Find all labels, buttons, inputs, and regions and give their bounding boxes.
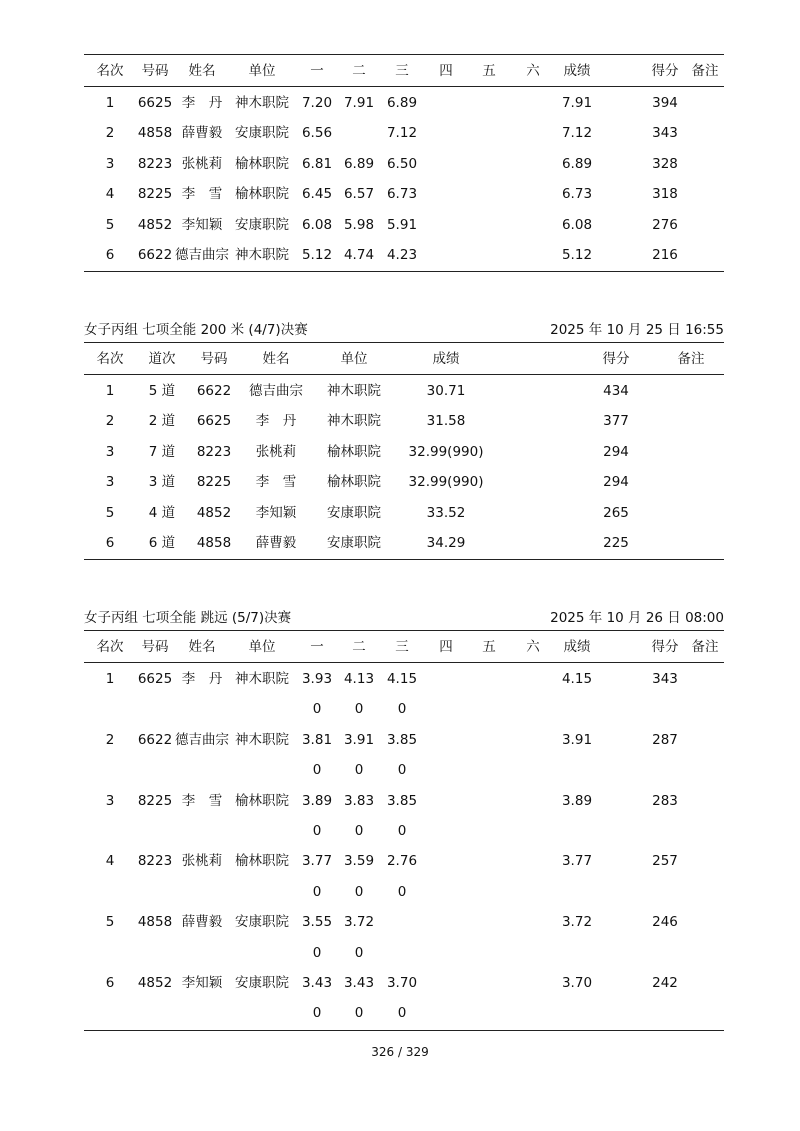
table3-bottom-rule [84, 1030, 724, 1031]
athlete-name: 李 雪 [181, 186, 223, 203]
number: 6625 [137, 95, 173, 111]
score: 216 [652, 247, 678, 263]
unit: 神木职院 [235, 95, 289, 111]
table1-header-cell: 号码 [141, 63, 169, 79]
attempt-2-wind: 0 [354, 701, 364, 718]
rank: 1 [105, 383, 115, 399]
result: 30.71 [426, 383, 466, 399]
table-row [84, 437, 724, 467]
wind-row [84, 694, 724, 724]
score: 294 [603, 474, 629, 491]
score: 257 [652, 853, 678, 870]
number: 6625 [196, 413, 232, 430]
unit: 安康职院 [235, 914, 289, 931]
attempt-3: 4.15 [386, 671, 418, 687]
attempt-3: 3.85 [386, 792, 418, 809]
unit: 神木职院 [327, 383, 381, 399]
score: 287 [652, 731, 678, 748]
result: 7.91 [561, 95, 593, 111]
result: 7.12 [561, 125, 593, 142]
attempt-1: 6.81 [301, 155, 333, 172]
unit: 榆林职院 [235, 186, 289, 203]
table3-header-cell: 六 [526, 639, 540, 655]
table1-header-row [84, 56, 724, 86]
attempt-1: 6.45 [301, 186, 333, 203]
table1-header-cell: 成绩 [563, 63, 591, 79]
number: 6622 [137, 731, 173, 748]
unit: 神木职院 [235, 731, 289, 748]
attempt-1: 3.93 [301, 671, 333, 687]
unit: 安康职院 [235, 125, 289, 142]
attempt-2-wind: 0 [354, 883, 364, 900]
attempt-1: 5.12 [301, 247, 333, 263]
score: 276 [652, 216, 678, 233]
table2-header-cell: 号码 [200, 351, 228, 367]
table1-header-cell: 姓名 [188, 63, 216, 79]
attempt-2: 5.98 [343, 216, 375, 233]
table1-header-cell: 二 [352, 63, 366, 79]
table1-header-cell: 三 [395, 63, 409, 79]
rank: 1 [105, 95, 115, 111]
attempt-1: 6.56 [301, 125, 333, 142]
number: 6622 [137, 247, 173, 263]
table-row [84, 149, 724, 179]
table2-header-cell: 备注 [677, 351, 705, 367]
number: 4852 [137, 216, 173, 233]
lane: 6 道 [148, 535, 176, 551]
result: 32.99(990) [408, 443, 484, 460]
attempt-1: 7.20 [301, 95, 333, 111]
athlete-name: 李 丹 [255, 413, 297, 430]
unit: 神木职院 [235, 671, 289, 687]
table-row [84, 664, 724, 694]
attempt-3: 6.89 [386, 95, 418, 111]
attempt-2: 3.72 [343, 914, 375, 931]
table3-header-cell: 成绩 [563, 639, 591, 655]
attempt-1-wind: 0 [312, 823, 322, 839]
rank: 5 [105, 216, 115, 233]
rank: 4 [105, 186, 115, 203]
attempt-3: 3.70 [386, 975, 418, 991]
table2-header-cell: 姓名 [262, 351, 290, 367]
attempt-2: 6.57 [343, 186, 375, 203]
athlete-name: 李 雪 [181, 792, 223, 809]
table3-header-cell: 一 [310, 639, 324, 655]
result: 6.73 [561, 186, 593, 203]
rank: 3 [105, 155, 115, 172]
number: 8225 [137, 792, 173, 809]
attempt-1-wind: 0 [312, 1005, 322, 1022]
table3-header-rule [84, 662, 724, 663]
rank: 6 [105, 247, 115, 263]
attempt-1: 3.81 [301, 731, 333, 748]
number: 4858 [137, 125, 173, 142]
score: 294 [603, 443, 629, 460]
result: 3.72 [561, 914, 593, 931]
athlete-name: 李 丹 [181, 671, 223, 687]
attempt-1: 3.55 [301, 914, 333, 931]
number: 4858 [137, 914, 173, 931]
table-row [84, 376, 724, 406]
score: 328 [652, 155, 678, 172]
table-row [84, 907, 724, 937]
number: 8225 [196, 474, 232, 491]
number: 6622 [196, 383, 232, 399]
attempt-2-wind: 0 [354, 762, 364, 779]
table-row [84, 846, 724, 876]
unit: 安康职院 [327, 504, 381, 521]
table-row [84, 210, 724, 240]
score: 434 [603, 383, 629, 399]
attempt-2-wind: 0 [354, 1005, 364, 1022]
score: 265 [603, 504, 629, 521]
athlete-name: 德吉曲宗 [249, 383, 303, 399]
unit: 安康职院 [235, 216, 289, 233]
attempt-2: 4.13 [343, 671, 375, 687]
wind-row [84, 877, 724, 907]
number: 8223 [137, 155, 173, 172]
wind-row [84, 816, 724, 846]
table3-header-cell: 二 [352, 639, 366, 655]
rank: 3 [105, 792, 115, 809]
lane: 5 道 [148, 383, 176, 399]
table2-header-row [84, 344, 724, 374]
rank: 3 [105, 474, 115, 491]
unit: 榆林职院 [327, 474, 381, 491]
wind-row [84, 938, 724, 968]
attempt-3-wind: 0 [397, 823, 407, 839]
number: 4852 [196, 504, 232, 521]
table-row [84, 968, 724, 998]
attempt-1-wind: 0 [312, 701, 322, 718]
table1-bottom-rule [84, 271, 724, 272]
attempt-3: 3.85 [386, 731, 418, 748]
attempt-3: 6.73 [386, 186, 418, 203]
wind-row [84, 755, 724, 785]
attempt-3: 2.76 [386, 853, 418, 870]
table1-header-cell: 备注 [691, 63, 719, 79]
score: 242 [652, 975, 678, 991]
unit: 榆林职院 [235, 155, 289, 172]
rank: 4 [105, 853, 115, 870]
attempt-2: 3.83 [343, 792, 375, 809]
table1-header-cell: 单位 [248, 63, 276, 79]
attempt-3: 7.12 [386, 125, 418, 142]
attempt-2: 3.91 [343, 731, 375, 748]
athlete-name: 李 雪 [255, 474, 297, 491]
attempt-3: 4.23 [386, 247, 418, 263]
result: 4.15 [561, 671, 593, 687]
table3-header-cell: 号码 [141, 639, 169, 655]
table2-bottom-rule [84, 559, 724, 560]
table3-header-cell: 备注 [691, 639, 719, 655]
table1-header-cell: 四 [439, 63, 453, 79]
table1-header-cell: 五 [482, 63, 496, 79]
unit: 神木职院 [235, 247, 289, 263]
result: 5.12 [561, 247, 593, 263]
athlete-name: 李 丹 [181, 95, 223, 111]
attempt-1: 6.08 [301, 216, 333, 233]
table2-header-cell: 得分 [602, 351, 630, 367]
score: 283 [652, 792, 678, 809]
result: 3.91 [561, 731, 593, 748]
attempt-1: 3.89 [301, 792, 333, 809]
number: 4858 [196, 535, 232, 551]
result: 3.77 [561, 853, 593, 870]
page-number: 326 / 329 [371, 1045, 429, 1059]
score: 318 [652, 186, 678, 203]
result: 6.89 [561, 155, 593, 172]
number: 8223 [137, 853, 173, 870]
attempt-3: 5.91 [386, 216, 418, 233]
table2-top-rule [84, 342, 724, 343]
athlete-name: 张桃莉 [181, 155, 223, 172]
attempt-3-wind: 0 [397, 883, 407, 900]
table3-header-cell: 四 [439, 639, 453, 655]
attempt-2: 6.89 [343, 155, 375, 172]
table2-header-cell: 单位 [340, 351, 368, 367]
attempt-2: 3.59 [343, 853, 375, 870]
score: 246 [652, 914, 678, 931]
attempt-2-wind: 0 [354, 944, 364, 961]
rank: 2 [105, 125, 115, 142]
score: 377 [603, 413, 629, 430]
rank: 3 [105, 443, 115, 460]
result: 32.99(990) [408, 474, 484, 491]
table2-header-cell: 名次 [96, 351, 124, 367]
table2-header-cell: 成绩 [432, 351, 460, 367]
attempt-1-wind: 0 [312, 762, 322, 779]
athlete-name: 薛曹毅 [181, 125, 223, 142]
rank: 6 [105, 535, 115, 551]
table3-header-row [84, 632, 724, 662]
table2-header-cell: 道次 [148, 351, 176, 367]
result: 31.58 [426, 413, 466, 430]
table1-header-cell: 名次 [96, 63, 124, 79]
table-row [84, 406, 724, 436]
athlete-name: 薛曹毅 [181, 914, 223, 931]
rank: 2 [105, 413, 115, 430]
table2-header-rule [84, 374, 724, 375]
table3-header-cell: 单位 [248, 639, 276, 655]
athlete-name: 李知颖 [181, 975, 223, 991]
event-title: 女子丙组 七项全能 200 米 (4/7)决赛 [84, 322, 308, 338]
unit: 神木职院 [327, 413, 381, 430]
number: 6625 [137, 671, 173, 687]
score: 394 [652, 95, 678, 111]
table1-top-rule [84, 54, 724, 55]
athlete-name: 德吉曲宗 [175, 247, 229, 263]
attempt-2: 4.74 [343, 247, 375, 263]
attempt-1-wind: 0 [312, 883, 322, 900]
table-row [84, 88, 724, 118]
lane: 3 道 [148, 474, 176, 491]
attempt-3-wind: 0 [397, 701, 407, 718]
attempt-1-wind: 0 [312, 944, 322, 961]
attempt-3-wind: 0 [397, 1005, 407, 1022]
unit: 榆林职院 [235, 853, 289, 870]
lane: 4 道 [148, 504, 176, 521]
attempt-3-wind: 0 [397, 762, 407, 779]
unit: 安康职院 [327, 535, 381, 551]
table3-header-cell: 五 [482, 639, 496, 655]
result: 34.29 [426, 535, 466, 551]
table3-header-cell: 得分 [651, 639, 679, 655]
score: 343 [652, 671, 678, 687]
table3-header-cell: 三 [395, 639, 409, 655]
unit: 榆林职院 [235, 792, 289, 809]
table1-header-cell: 一 [310, 63, 324, 79]
result: 6.08 [561, 216, 593, 233]
number: 4852 [137, 975, 173, 991]
result: 3.70 [561, 975, 593, 991]
event-date: 2025 年 10 月 25 日 16:55 [550, 322, 724, 338]
athlete-name: 李知颖 [181, 216, 223, 233]
table1-header-rule [84, 86, 724, 87]
score: 343 [652, 125, 678, 142]
athlete-name: 德吉曲宗 [175, 731, 229, 748]
table1-header-cell: 得分 [651, 63, 679, 79]
athlete-name: 李知颖 [255, 504, 297, 521]
rank: 5 [105, 914, 115, 931]
table-row [84, 179, 724, 209]
attempt-1: 3.43 [301, 975, 333, 991]
rank: 6 [105, 975, 115, 991]
number: 8223 [196, 443, 232, 460]
unit: 安康职院 [235, 975, 289, 991]
event-title: 女子丙组 七项全能 跳远 (5/7)决赛 [84, 610, 292, 626]
athlete-name: 张桃莉 [181, 853, 223, 870]
table-row [84, 240, 724, 270]
rank: 2 [105, 731, 115, 748]
table3-top-rule [84, 630, 724, 631]
table-row [84, 786, 724, 816]
score: 225 [603, 535, 629, 551]
attempt-2-wind: 0 [354, 823, 364, 839]
rank: 5 [105, 504, 115, 521]
table-row [84, 528, 724, 558]
table-row [84, 467, 724, 497]
result: 3.89 [561, 792, 593, 809]
rank: 1 [105, 671, 115, 687]
table-row [84, 118, 724, 148]
table-row [84, 725, 724, 755]
athlete-name: 张桃莉 [255, 443, 297, 460]
lane: 7 道 [148, 443, 176, 460]
attempt-3: 6.50 [386, 155, 418, 172]
lane: 2 道 [148, 413, 176, 430]
event-date: 2025 年 10 月 26 日 08:00 [550, 610, 724, 626]
athlete-name: 薛曹毅 [255, 535, 297, 551]
table-row [84, 498, 724, 528]
attempt-2: 7.91 [343, 95, 375, 111]
attempt-2: 3.43 [343, 975, 375, 991]
unit: 榆林职院 [327, 443, 381, 460]
wind-row [84, 998, 724, 1028]
table3-header-cell: 名次 [96, 639, 124, 655]
result: 33.52 [426, 504, 466, 521]
attempt-1: 3.77 [301, 853, 333, 870]
number: 8225 [137, 186, 173, 203]
table3-header-cell: 姓名 [188, 639, 216, 655]
table1-header-cell: 六 [526, 63, 540, 79]
